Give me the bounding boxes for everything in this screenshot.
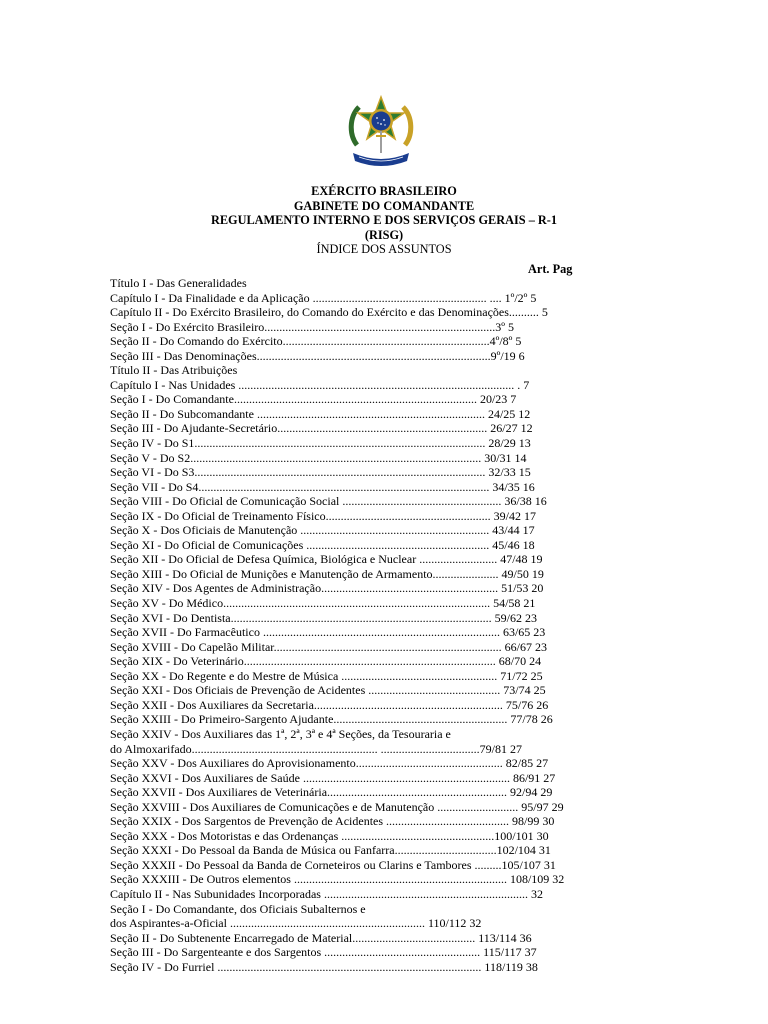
toc-entry: Seção II - Do Subcomandante ............................................................................ 24/25 12: [110, 406, 531, 421]
document-header: [0, 184, 768, 257]
toc-entry: Seção VI - Do S3................................................................................................. 32/33 15: [110, 465, 531, 480]
toc-entry: Seção XIII - Do Oficial de Munições e Manutenção de Armamento...................... 49/50 19: [110, 566, 544, 581]
toc-entry: Seção XXII - Dos Auxiliares da Secretaria............................................................... 75/76 26: [110, 697, 549, 712]
toc-entry: Seção XI - Do Oficial de Comunicações ............................................................. 45/46 18: [110, 537, 535, 552]
toc-entry: Seção V - Do S2................................................................................................. 30/31 14: [110, 450, 527, 465]
toc-entry: Seção XXX - Dos Motoristas e das Ordenanças ...................................................100/101 30: [110, 828, 549, 843]
toc-entry: Capítulo II - Nas Subunidades Incorporadas .................................................................... 32: [110, 886, 543, 901]
toc-entry: Seção III - Do Ajudante-Secretário...................................................................... 26/27 12: [110, 421, 533, 436]
toc-entry: Seção XXXII - Do Pessoal da Banda de Corneteiros ou Clarins e Tambores .........105/107 31: [110, 857, 556, 872]
toc-entry: Seção XVII - Do Farmacêutico ............................................................................... 63/65 23: [110, 625, 546, 640]
toc-entry: Seção XXXI - Do Pessoal da Banda de Música ou Fanfarra..................................102/104 31: [110, 843, 551, 858]
header-org: EXÉRCITO BRASILEIRO: [311, 184, 457, 198]
toc-entry: Seção XXIX - Dos Sargentos de Prevenção de Acidentes ......................................... 98/99 30: [110, 814, 555, 829]
toc-entry: Seção XXVI - Dos Auxiliares de Saúde ..................................................................... 86/91 27: [110, 770, 556, 785]
toc-entry: Seção II - Do Comando do Exército.....................................................................4º/8º 5: [110, 334, 522, 349]
toc-entry: Seção XXVII - Dos Auxiliares de Veterinária............................................................ 92/94 29: [110, 785, 553, 800]
toc-entry: Seção II - Do Subtenente Encarregado de Material......................................... 113/114 36: [110, 930, 532, 945]
toc-entry: Seção XXXIII - De Outros elementos ....................................................................... 108/109 32: [110, 872, 565, 887]
toc-entry: Seção XXVIII - Dos Auxiliares de Comunicações e de Manutenção ........................... 95/97 29: [110, 799, 564, 814]
toc-entry: Seção XV - Do Médico......................................................................................... 54/58 21: [110, 596, 536, 611]
toc-entry: Seção VII - Do S4................................................................................................. 34/35 16: [110, 479, 535, 494]
toc-entry: Seção XVI - Do Dentista....................................................................................... 59/62 23: [110, 610, 537, 625]
toc-entry: Seção XIV - Dos Agentes de Administração........................................................... 51/53 20: [110, 581, 544, 596]
toc-entry: Seção IV - Do S1................................................................................................. 28/29 13: [110, 436, 531, 451]
table-of-contents: [110, 276, 610, 974]
toc-entry: Seção XXIII - Do Primeiro-Sargento Ajudante.......................................................... 77/78 26: [110, 712, 553, 727]
header-acronym: (RISG): [364, 227, 404, 242]
toc-entry: Seção III - Do Sargenteante e dos Sargentos .................................................... 115/117 37: [110, 945, 537, 960]
toc-entry: Seção I - Do Comandante, dos Oficiais Subalternos e: [110, 901, 366, 916]
toc-entry: Seção I - Do Comandante................................................................................. 20/23 7: [110, 392, 517, 407]
toc-entry: do Almoxarifado.............................................................. .................................79/81 27: [110, 741, 522, 756]
toc-entry: Seção XX - Do Regente e do Mestre de Música .................................................... 71/72 25: [110, 668, 543, 683]
toc-entry: Capítulo I - Da Finalidade e da Aplicação .......................................................... .... 1º/2º 5: [110, 290, 537, 305]
toc-entry: Seção I - Do Exército Brasileiro.............................................................................3º 5: [110, 319, 514, 334]
toc-entry: Seção XXV - Dos Auxiliares do Aprovisionamento................................................. 82/85 27: [110, 756, 549, 771]
toc-entry: Seção IX - Do Oficial de Treinamento Físico....................................................... 39/42 17: [110, 508, 536, 523]
header-regulation: REGULAMENTO INTERNO E DOS SERVIÇOS GERAIS – R-1: [210, 213, 558, 228]
toc-entry: Seção XXI - Dos Oficiais de Prevenção de Acidentes ............................................ 73/74 25: [110, 683, 546, 698]
toc-entry: dos Aspirantes-a-Oficial ................................................................. 110/112 32: [110, 916, 482, 931]
toc-entry: Seção X - Dos Oficiais de Manutenção ............................................................... 43/44 17: [110, 523, 535, 538]
toc-entry: Seção XXIV - Dos Auxiliares das 1ª, 2ª, 3ª e 4ª Seções, da Tesouraria e: [110, 726, 451, 741]
toc-entry: Seção XII - Do Oficial de Defesa Química, Biológica e Nuclear .......................... 47/48 19: [110, 552, 543, 567]
toc-entry: Título II - Das Atribuições: [110, 363, 238, 378]
coat-of-arms-icon: [347, 95, 415, 169]
toc-entry: Capítulo I - Nas Unidades ............................................................................................ . 7: [110, 377, 530, 392]
toc-entry: Seção XIX - Do Veterinário.................................................................................... 68/70 24: [110, 654, 542, 669]
toc-entry: Título I - Das Generalidades: [110, 276, 247, 290]
toc-entry: Seção IV - Do Furriel ........................................................................................ 118/119 38: [110, 959, 538, 974]
column-header: Art. Pag: [528, 262, 573, 276]
toc-entry: Seção XVIII - Do Capelão Militar............................................................................ 66/67 23: [110, 639, 547, 654]
toc-entry: Seção VIII - Do Oficial de Comunicação Social ..................................................... 36/38 16: [110, 494, 547, 509]
header-index-title: ÍNDICE DOS ASSUNTOS: [316, 242, 452, 257]
toc-entry: Capítulo II - Do Exército Brasileiro, do Comando do Exército e das Denominações.......... 5: [110, 305, 548, 320]
toc-entry: Seção III - Das Denominações..............................................................................9º/19 6: [110, 348, 525, 363]
header-office: GABINETE DO COMANDANTE: [293, 198, 475, 213]
